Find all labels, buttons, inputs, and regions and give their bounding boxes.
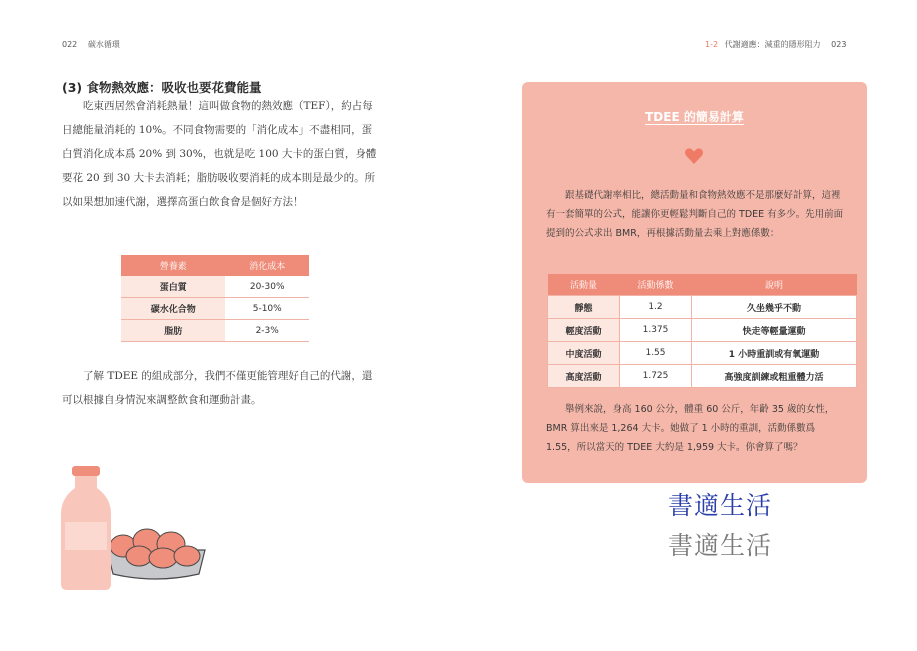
table-header-cell: 活動係數 xyxy=(620,274,692,296)
table-header-row xyxy=(548,274,857,296)
table-row xyxy=(121,298,309,320)
card-intro: 跟基礎代謝率相比，總活動量和食物熱效應不是那麼好計算，這裡有一套簡單的公式，能讓你更輕鬆判斷自己的 TDEE 有多少。先用前面提到的公式求出 BMR，再根據活動量去乘上對應係數： xyxy=(546,190,844,239)
table-cell: 20-30% xyxy=(225,276,309,298)
table-cell: 高強度訓練或粗重體力活 xyxy=(692,365,857,388)
table-cell: 快走等輕量運動 xyxy=(692,319,857,342)
heart-icon xyxy=(684,146,704,166)
table-cell: 1.55 xyxy=(620,342,692,365)
right-page-header xyxy=(705,39,846,50)
section-title: (3) 食物熱效應：吸收也要花費能量 xyxy=(62,80,262,95)
card-example: 舉例來說，身高 160 公分，體重 60 公斤，年齡 35 歲的女性，BMR 算出來是 1,264 大卡。她做了 1 小時的重訓，活動係數爲 1.55，所以當天的 TDEE 大約是 1,959 大卡。你會算了嗎？ xyxy=(546,404,835,453)
table-cell: 1.2 xyxy=(620,296,692,319)
table-row xyxy=(548,319,857,342)
left-page-header xyxy=(62,39,120,50)
table-cell: 1.725 xyxy=(620,365,692,388)
left-page-number: 022 xyxy=(62,40,78,49)
table-cell: 蛋白質 xyxy=(121,276,225,298)
watermark-line-2: 書適生活 xyxy=(668,531,773,560)
right-page-number: 023 xyxy=(831,40,847,49)
table-row xyxy=(121,276,309,298)
table-cell: 靜態 xyxy=(548,296,620,319)
table-cell: 久坐幾乎不動 xyxy=(692,296,857,319)
table-header-cell: 說明 xyxy=(692,274,857,296)
watermark-line-1: 書適生活 xyxy=(668,491,773,520)
chapter-number: 1-2 xyxy=(705,40,719,49)
table-row xyxy=(548,296,857,319)
table-cell: 1.375 xyxy=(620,319,692,342)
table-cell: 高度活動 xyxy=(548,365,620,388)
left-header-title: 碳水循環 xyxy=(87,40,120,49)
card-title: TDEE 的簡易計算 xyxy=(645,110,744,124)
table-row xyxy=(548,342,857,365)
tdee-card xyxy=(522,82,867,483)
milk-bottle-illustration xyxy=(61,466,111,590)
table-row xyxy=(548,365,857,388)
paragraph-tdee-summary: 了解 TDEE 的組成部分，我們不僅更能管理好自己的代謝，還可以根據自身情況來調整飲食和運動計畫。 xyxy=(62,370,373,406)
table-header-cell: 活動量 xyxy=(548,274,620,296)
table-cell: 碳水化合物 xyxy=(121,298,225,320)
paragraph-tef: 吃東西居然會消耗熱量！這叫做食物的熱效應（TEF），約占每日總能量消耗的 10%。不同食物需要的「消化成本」不盡相同，蛋白質消化成本爲 20% 到 30%，也就是吃 100 大卡的蛋白質，身體要花 20 到 30 大卡去消耗；脂肪吸收要消耗的成本則是最少的。所以如果想加速代謝，選擇高蛋白飲食會是個好方法！ xyxy=(62,100,377,208)
table-header-row xyxy=(121,255,309,276)
table-cell: 輕度活動 xyxy=(548,319,620,342)
table-header-cell: 消化成本 xyxy=(225,255,309,276)
egg-carton-illustration xyxy=(107,529,205,579)
right-header-title: 代謝適應：減重的隱形阻力 xyxy=(724,40,821,49)
table-cell: 脂肪 xyxy=(121,320,225,342)
milk-and-eggs-illustration xyxy=(55,462,215,592)
table-cell: 5-10% xyxy=(225,298,309,320)
table-cell: 2-3% xyxy=(225,320,309,342)
table-cell: 1 小時重訓或有氧運動 xyxy=(692,342,857,365)
table-header-cell: 營養素 xyxy=(121,255,225,276)
table-cell: 中度活動 xyxy=(548,342,620,365)
table-row xyxy=(121,320,309,342)
digestion-cost-table xyxy=(121,255,309,342)
activity-factor-table xyxy=(547,274,857,388)
